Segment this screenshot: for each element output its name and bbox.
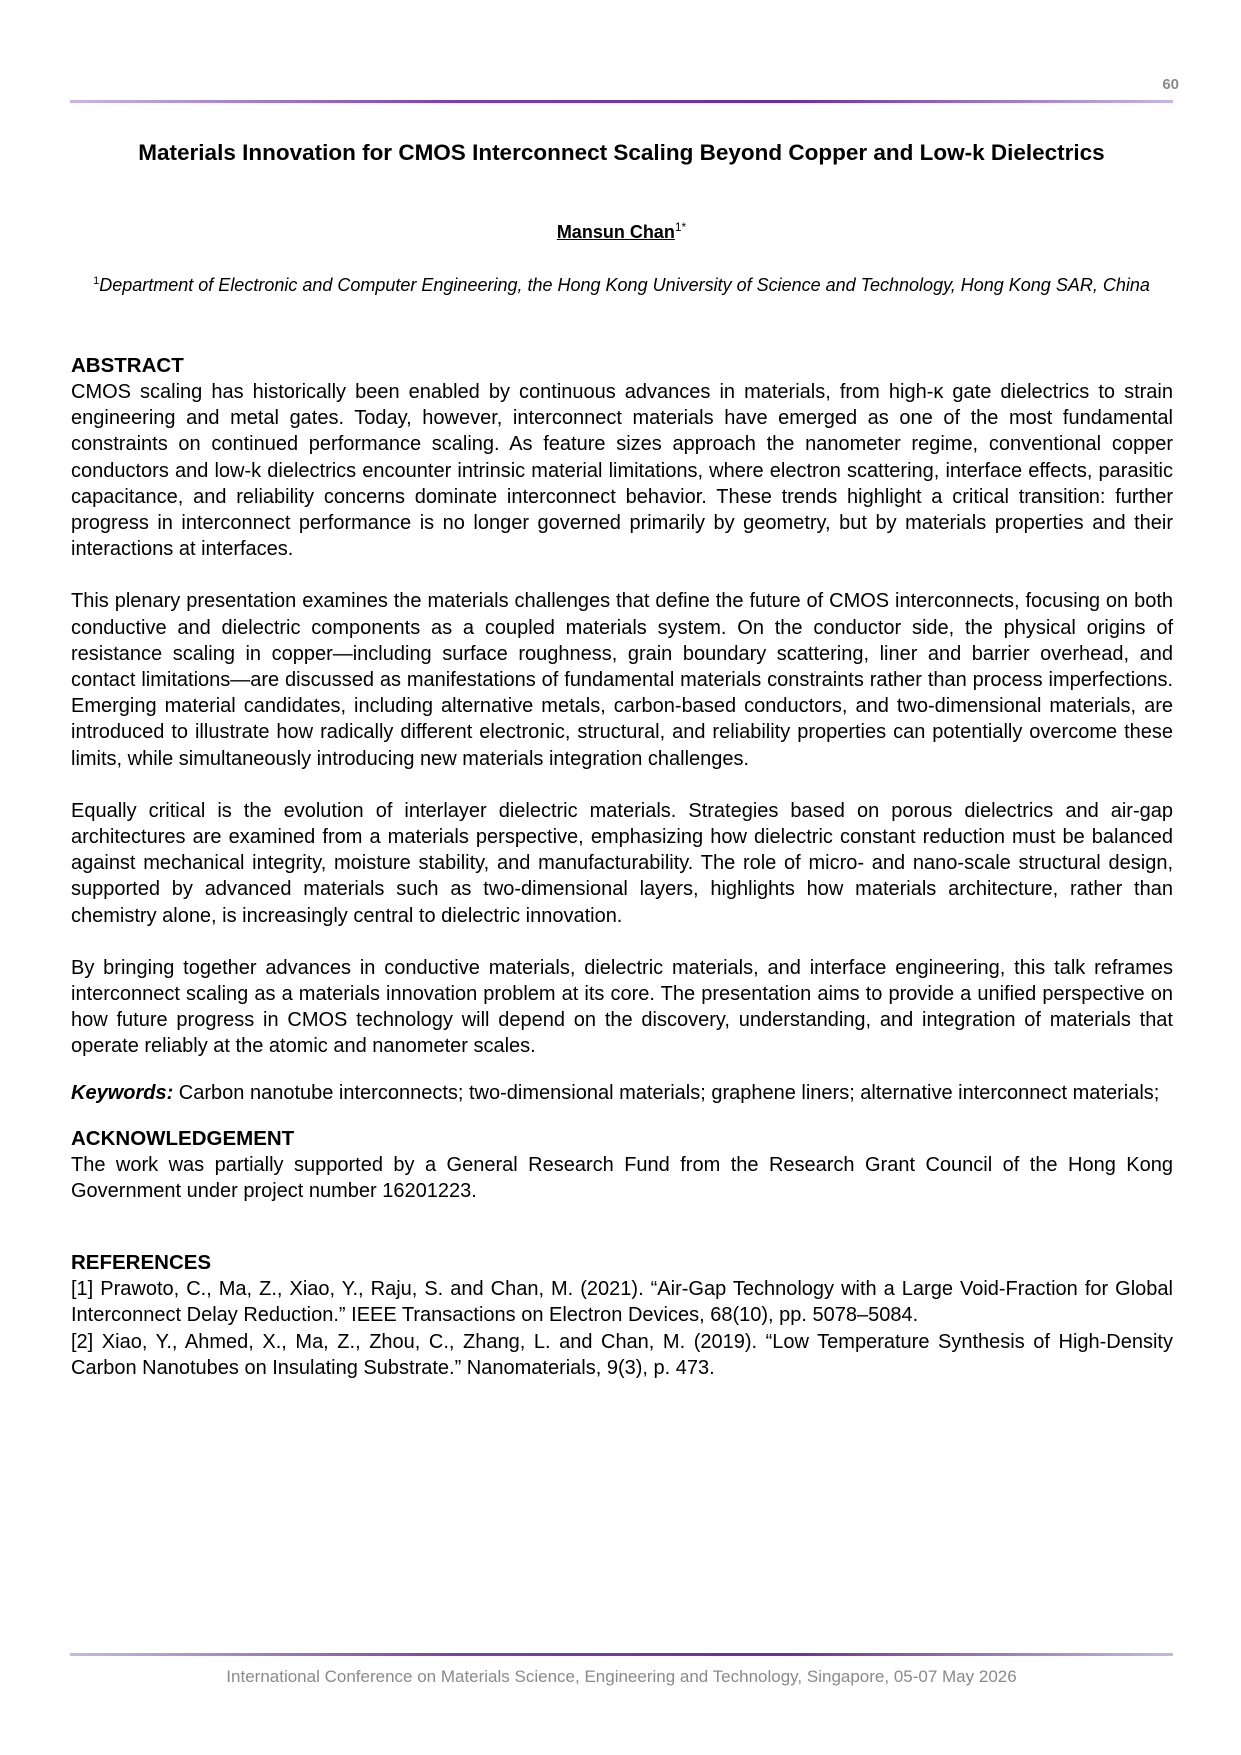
reference-item: [1] Prawoto, C., Ma, Z., Xiao, Y., Raju, S. and Chan, M. (2021). “Air-Gap Technology with a Large Void-Fraction for Global Interconnect Delay Reduction.” IEEE Transactions on Electron Devices, 68(10), pp. 5078–5084. xyxy=(71,1278,1173,1327)
footer-divider xyxy=(70,1653,1173,1656)
footer-text: International Conference on Materials Science, Engineering and Technology, Singapore, 05-07 May 2026 xyxy=(226,1667,1017,1686)
keywords xyxy=(71,1080,1173,1106)
abstract-paragraph: CMOS scaling has historically been enabled by continuous advances in materials, from high-κ gate dielectrics to strain engineering and metal gates. Today, however, interconnect materials have emerged as one of the most fundamental constraints on continued performance scaling. As feature sizes approach the nanometer regime, conventional copper conductors and low-k dielectrics encounter intrinsic material limitations, where electron scattering, interface effects, parasitic capacitance, and reliability concerns dominate interconnect behavior. These trends highlight a critical transition: further progress in interconnect performance is no longer governed primarily by geometry, but by materials properties and their interactions at interfaces. xyxy=(71,381,1173,561)
abstract-section xyxy=(71,353,1173,1381)
affiliation xyxy=(90,268,1153,298)
affiliation-text: Department of Electronic and Computer Engineering, the Hong Kong University of Science and Technology, Hong Kong SAR, China xyxy=(99,275,1150,295)
reference-item: [2] Xiao, Y., Ahmed, X., Ma, Z., Zhou, C., Zhang, L. and Chan, M. (2019). “Low Temperature Synthesis of High-Density Carbon Nanotubes on Insulating Substrate.” Nanomaterials, 9(3), p. 473. xyxy=(71,1330,1173,1379)
paper-title: Materials Innovation for CMOS Interconnect Scaling Beyond Copper and Low-k Dielectrics xyxy=(138,140,1105,165)
abstract-heading: ABSTRACT xyxy=(71,354,184,377)
abstract-paragraph: By bringing together advances in conductive materials, dielectric materials, and interface engineering, this talk reframes interconnect scaling as a materials innovation problem at its core. The presentation aims to provide a unified perspective on how future progress in CMOS technology will depend on the discovery, understanding, and integration of materials that operate reliably at the atomic and nanometer scales. xyxy=(71,956,1173,1058)
acknowledgement-text: The work was partially supported by a General Research Fund from the Research Grant Council of the Hong Kong Government under project number 16201223. xyxy=(71,1153,1173,1203)
affiliation-superscript: 1 xyxy=(93,275,100,287)
page-number: 60 xyxy=(1162,76,1179,93)
references-section xyxy=(71,1250,1173,1381)
references-heading: REFERENCES xyxy=(71,1251,212,1275)
abstract-paragraph: This plenary presentation examines the materials challenges that define the future of CMOS interconnects, focusing on both conductive and dielectric components as a coupled materials system. On the conductor side, the physical origins of resistance scaling in copper—including surface roughness, grain boundary scattering, liner and barrier overhead, and contact limitations—are discussed as manifestations of fundamental materials constraints rather than process imperfections. Emerging material candidates, including alternative metals, carbon-based conductors, and two-dimensional materials, are introduced to illustrate how radically different electronic, structural, and reliability properties can potentially overcome these limits, while simultaneously introducing new materials integration challenges. xyxy=(71,590,1173,770)
keywords-label: Keywords: xyxy=(71,1081,174,1104)
header-divider xyxy=(70,100,1173,103)
author-superscript: 1* xyxy=(674,220,687,234)
author-name: Mansun Chan xyxy=(556,222,675,242)
abstract-paragraph: Equally critical is the evolution of interlayer dielectric materials. Strategies based on porous dielectrics and air-gap architectures are examined from a materials perspective, emphasizing how dielectric constant reduction must be balanced against mechanical integrity, moisture stability, and manufacturability. The role of micro- and nano-scale structural design, supported by advanced materials such as two-dimensional layers, highlights how materials architecture, rather than chemistry alone, is increasingly central to dielectric innovation. xyxy=(71,799,1173,927)
acknowledgement-heading: ACKNOWLEDGEMENT xyxy=(71,1126,295,1150)
author-line xyxy=(70,220,1173,243)
keywords-text: Carbon nanotube interconnects; two-dimensional materials; graphene liners; alternative interconnect materials; xyxy=(173,1081,1160,1104)
